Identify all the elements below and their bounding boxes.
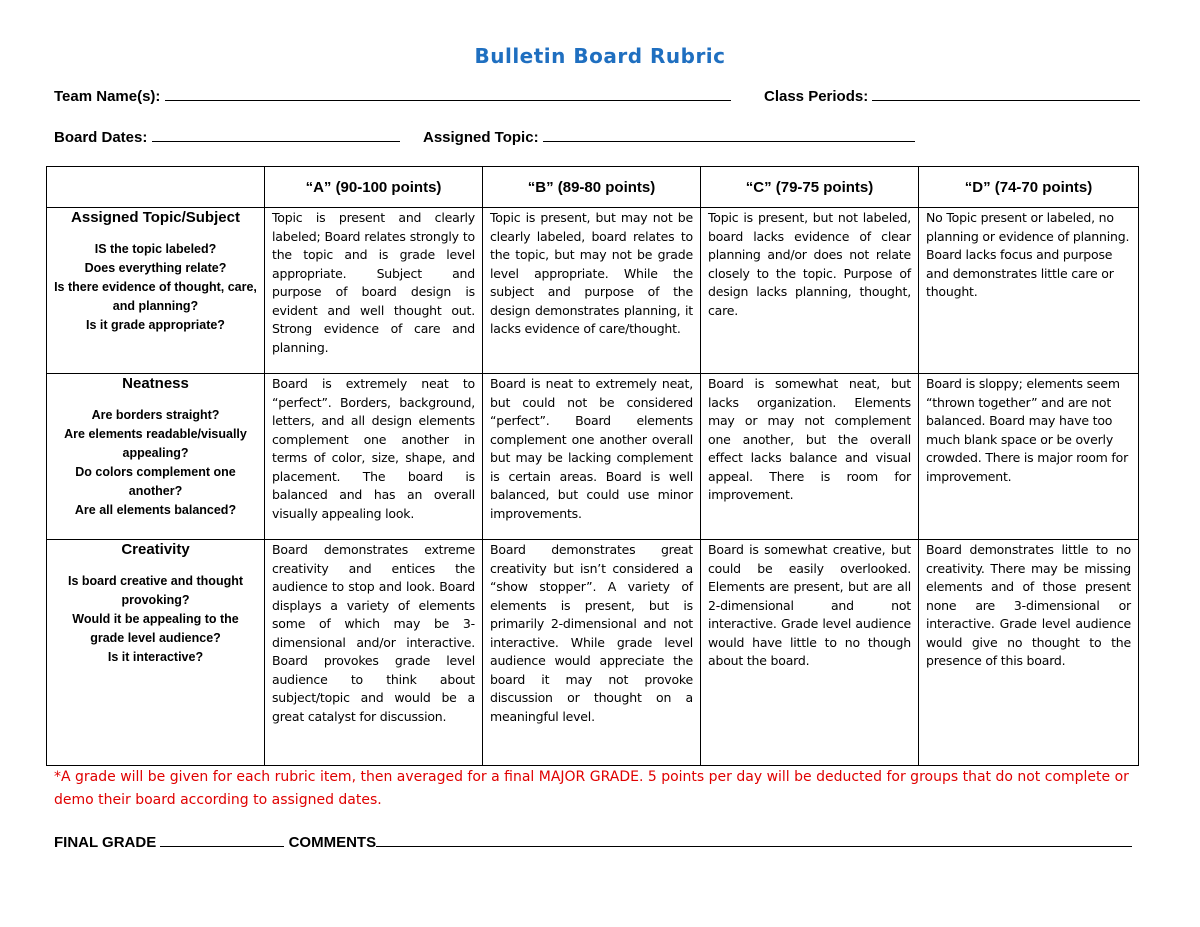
rubric-table (46, 166, 1139, 766)
comments-blank[interactable] (376, 832, 1132, 847)
header-cell-d: “D” (74-70 points) (919, 167, 1139, 208)
header-cell-b: “B” (89-80 points) (483, 167, 701, 208)
class-periods-blank[interactable] (872, 86, 1140, 101)
rubric-cell-c: Topic is present, but not labeled, board lacks evidence of clear planning and/or does not relate closely to the topic. Purpose of design lacks planning, thought, care. (701, 208, 919, 374)
criterion-question: Does everything relate? (84, 261, 227, 275)
grading-note: *A grade will be given for each rubric item, then averaged for a final MAJOR GRADE. 5 points per day will be deducted for groups that do not complete or demo their board according to assigned dates. (54, 769, 1129, 808)
board-dates-line (54, 127, 400, 146)
header-row (47, 167, 1139, 208)
rubric-cell-b: Topic is present, but may not be clearly labeled, board relates to the topic, but may not be grade level appropriate. While the subject and purpose of the design demonstrates planning, it lacks evidence of care/thought. (483, 208, 701, 374)
rubric-cell-c: Board is somewhat neat, but lacks organization. Elements may or may not complement one another, but the overall effect lacks balance and visual appeal. There is room for improvement. (701, 374, 919, 540)
board-dates-label: Board Dates: (54, 129, 148, 146)
page-title: Bulletin Board Rubric (474, 44, 726, 68)
criterion-question: IS the topic labeled? (94, 242, 217, 256)
criterion-question: Do colors complement one another? (75, 465, 236, 498)
criterion-cell (47, 374, 265, 540)
criterion-cell (47, 540, 265, 766)
criterion-question: Are elements readable/visually appealing? (64, 427, 247, 460)
criterion-question: Is board creative and thought provoking? (67, 574, 244, 607)
rubric-cell-d: Board is sloppy; elements seem “thrown together” and are not balanced. Board may have too much blank space or be overly crowded. There is major room for improvement. (919, 374, 1139, 540)
table-row (47, 374, 1139, 540)
criterion-question: Would it be appealing to the grade level audience? (72, 612, 239, 645)
rubric-cell-c: Board is somewhat creative, but could be easily overlooked. Elements are present, but are all 2-dimensional and not interactive. Grade level audience would have little to no though about the board. (701, 540, 919, 766)
rubric-cell-d: No Topic present or labeled, no planning or evidence of planning. Board lacks focus and purpose and demonstrates little care or thought. (919, 208, 1139, 374)
criterion-question: Is it interactive? (107, 650, 204, 664)
team-name-blank[interactable] (165, 86, 731, 101)
final-grade-line (54, 832, 1132, 851)
class-periods-label: Class Periods: (764, 88, 869, 105)
comments-label: COMMENTS (288, 834, 377, 851)
criterion-name: Assigned Topic/Subject (71, 209, 240, 226)
class-periods-line (764, 86, 1140, 105)
rubric-cell-a: Board demonstrates extreme creativity and entices the audience to stop and look. Board displays a variety of elements some of which may be 3-dimensional and/or interactive. Board provokes grade level audience to think about subject/topic and would be a great catalyst for discussion. (265, 540, 483, 766)
rubric-cell-d: Board demonstrates little to no creativity. There may be missing elements and of those present none are 3-dimensional or interactive. Grade level audience would give no thought to the presence of this board. (919, 540, 1139, 766)
rubric-cell-b: Board demonstrates great creativity but isn’t considered a “show stopper”. A variety of elements is present, but is primarily 2-dimensional and not interactive. While grade level audience would appreciate the board it may not provoke discussion or thought on a meaningful level. (483, 540, 701, 766)
final-grade-label: FINAL GRADE (54, 834, 157, 851)
criterion-cell (47, 208, 265, 374)
assigned-topic-line (423, 127, 915, 146)
table-row (47, 208, 1139, 374)
criterion-name: Neatness (122, 375, 189, 392)
header-cell-a: “A” (90-100 points) (265, 167, 483, 208)
criterion-question: Is there evidence of thought, care, and planning? (54, 280, 257, 313)
criterion-name: Creativity (121, 541, 190, 558)
board-dates-blank[interactable] (152, 127, 400, 142)
team-name-line (54, 86, 731, 105)
assigned-topic-blank[interactable] (543, 127, 915, 142)
rubric-cell-a: Board is extremely neat to “perfect”. Borders, background, letters, and all design elements complement one another in terms of color, size, shape, and placement. The board is balanced and has an overall visually appealing look. (265, 374, 483, 540)
team-name-label: Team Name(s): (54, 88, 161, 105)
table-row (47, 540, 1139, 766)
criterion-question: Are borders straight? (91, 408, 220, 422)
final-grade-blank[interactable] (160, 832, 284, 847)
rubric-cell-b: Board is neat to extremely neat, but could not be considered “perfect”. Board elements complement one another overall but may be lacking complement is certain areas. Board is well balanced, but could use minor improvements. (483, 374, 701, 540)
header-cell-empty (47, 167, 265, 208)
assigned-topic-label: Assigned Topic: (423, 129, 539, 146)
header-cell-c: “C” (79-75 points) (701, 167, 919, 208)
rubric-cell-a: Topic is present and clearly labeled; Board relates strongly to the topic and is grade level appropriate. Subject and purpose of board design is evident and well thought out. Strong evidence of care and planning. (265, 208, 483, 374)
criterion-question: Is it grade appropriate? (86, 318, 225, 332)
criterion-question: Are all elements balanced? (74, 503, 237, 517)
